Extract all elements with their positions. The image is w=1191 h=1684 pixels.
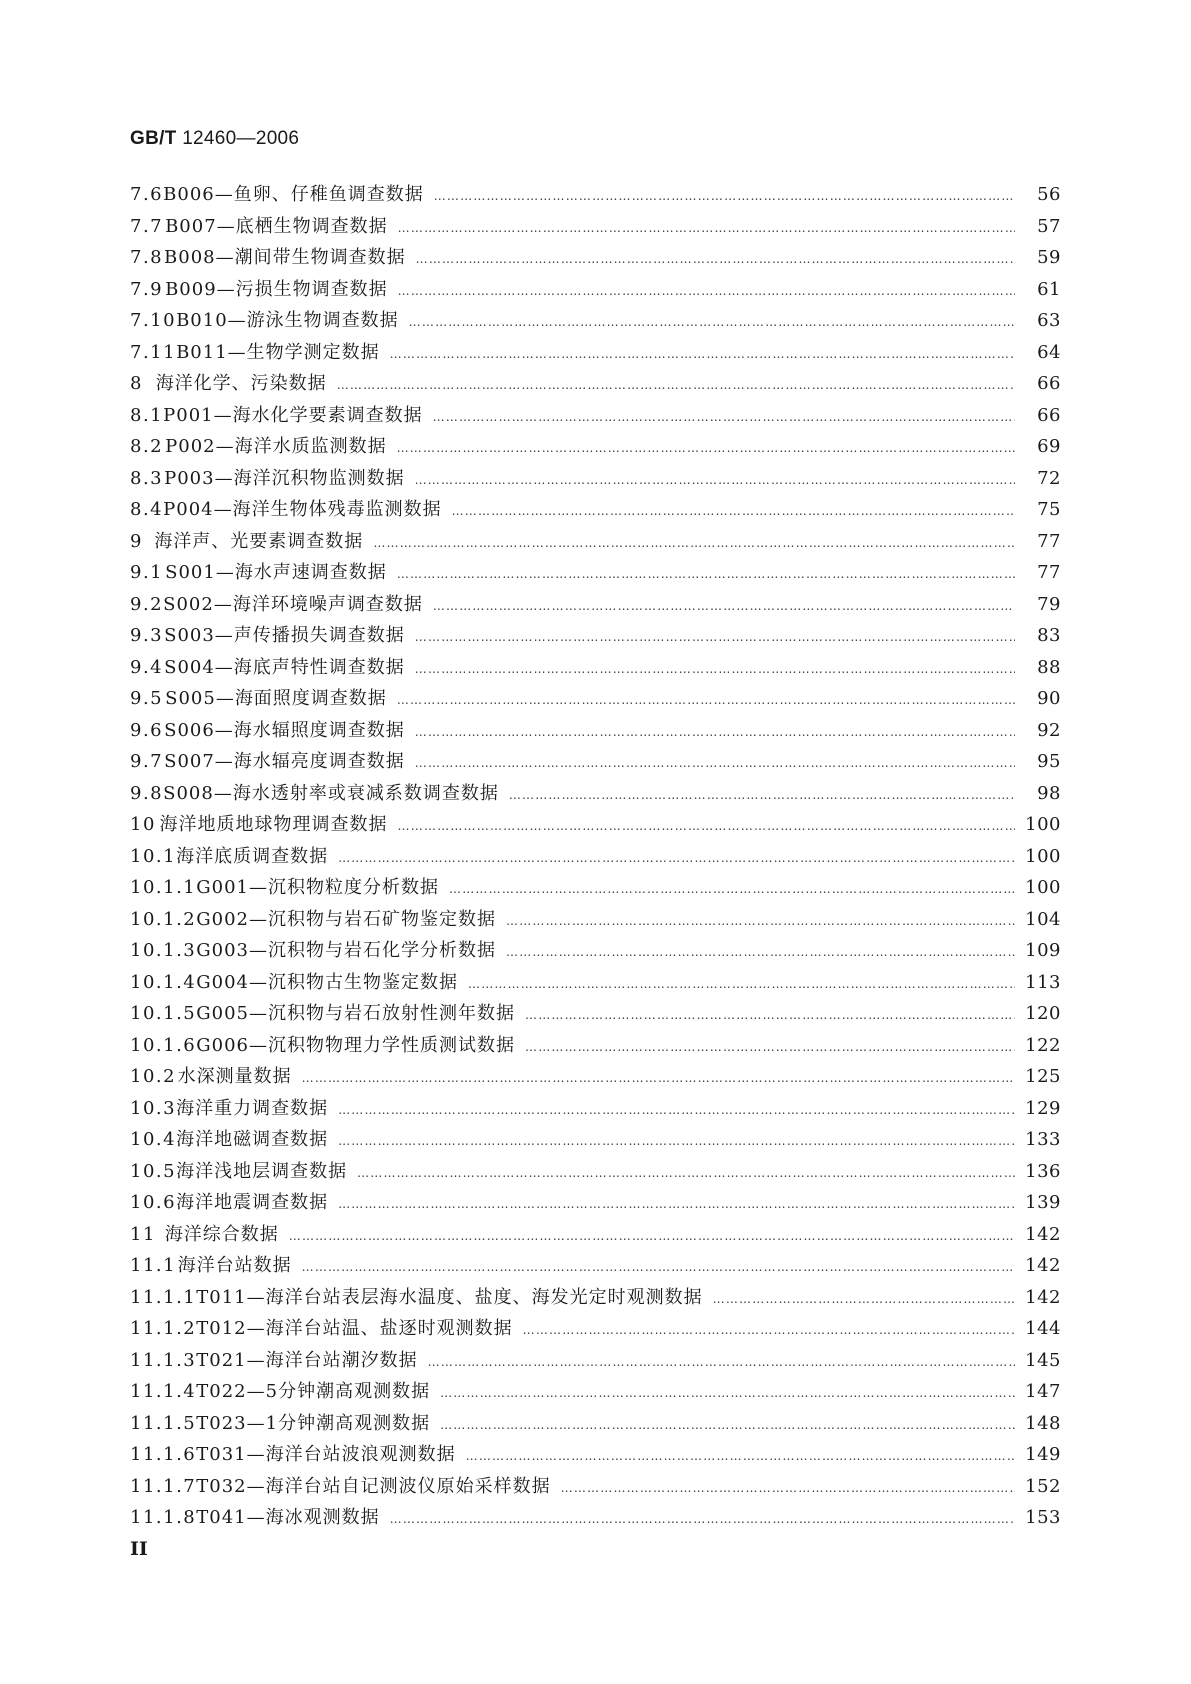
toc-entry-title: P004—海洋生物体残毒监测数据 bbox=[163, 499, 442, 520]
toc-entry[interactable] bbox=[130, 1250, 1061, 1282]
toc-entry-number: 11.1.7 bbox=[130, 1475, 197, 1497]
toc-entry-title: 海洋地质地球物理调查数据 bbox=[159, 814, 388, 835]
toc-entry-number: 10.1.5 bbox=[130, 1003, 197, 1024]
toc-entry-number: 11.1.5 bbox=[130, 1412, 197, 1434]
toc-entry[interactable] bbox=[130, 179, 1061, 211]
toc-entry-title: G005—沉积物与岩石放射性测年数据 bbox=[196, 1003, 515, 1024]
toc-entry-page: 142 bbox=[1025, 1286, 1061, 1308]
toc-entry[interactable] bbox=[130, 494, 1061, 526]
toc-dot-leader bbox=[464, 969, 1015, 1001]
toc-entry-page: 98 bbox=[1037, 782, 1061, 804]
toc-entry[interactable] bbox=[130, 1219, 1061, 1251]
toc-entry-page: 152 bbox=[1025, 1475, 1061, 1497]
toc-entry[interactable] bbox=[130, 1124, 1061, 1156]
toc-entry-number: 7.6 bbox=[130, 184, 164, 205]
toc-entry[interactable] bbox=[130, 274, 1061, 306]
toc-entry-title: 海洋声、光要素调查数据 bbox=[154, 530, 364, 552]
toc-dot-leader bbox=[411, 748, 1015, 780]
toc-entry[interactable] bbox=[130, 589, 1061, 621]
toc-dot-leader bbox=[448, 496, 1015, 528]
toc-dot-leader bbox=[505, 780, 1015, 812]
toc-entry-number: 10.3 bbox=[130, 1097, 177, 1119]
toc-dot-leader bbox=[393, 685, 1015, 717]
toc-entry-number: 8.4 bbox=[130, 499, 164, 520]
toc-entry-title: P001—海水化学要素调查数据 bbox=[163, 404, 423, 426]
toc-dot-leader bbox=[412, 244, 1015, 276]
toc-entry-page: 56 bbox=[1037, 184, 1061, 205]
toc-dot-leader bbox=[334, 1126, 1015, 1158]
standard-number: 12460—2006 bbox=[182, 128, 300, 149]
toc-entry[interactable] bbox=[130, 1030, 1061, 1062]
toc-entry-title: B006—鱼卵、仔稚鱼调查数据 bbox=[163, 184, 424, 205]
toc-dot-leader bbox=[411, 465, 1015, 497]
toc-entry[interactable] bbox=[130, 715, 1061, 747]
toc-entry-number: 10.1 bbox=[130, 845, 177, 867]
toc-dot-leader bbox=[386, 339, 1015, 371]
toc-dot-leader bbox=[394, 811, 1015, 843]
toc-entry[interactable] bbox=[130, 1093, 1061, 1125]
toc-dot-leader bbox=[393, 559, 1015, 591]
toc-dot-leader bbox=[436, 1410, 1015, 1442]
toc-entry-number: 10.2 bbox=[130, 1066, 177, 1087]
toc-entry-number: 9.2 bbox=[130, 593, 164, 615]
toc-entry-page: 77 bbox=[1037, 562, 1061, 583]
toc-entry-page: 61 bbox=[1037, 278, 1061, 300]
toc-entry[interactable] bbox=[130, 746, 1061, 778]
toc-entry-number: 9 bbox=[130, 530, 143, 552]
toc-entry-page: 125 bbox=[1025, 1066, 1061, 1087]
toc-entry[interactable] bbox=[130, 620, 1061, 652]
toc-entry-number: 11.1.3 bbox=[130, 1349, 197, 1371]
toc-entry[interactable] bbox=[130, 1156, 1061, 1188]
toc-entry[interactable] bbox=[130, 652, 1061, 684]
toc-entry-title: S004—海底声特性调查数据 bbox=[164, 656, 405, 678]
toc-dot-leader bbox=[502, 937, 1015, 969]
toc-entry-title: G006—沉积物物理力学性质测试数据 bbox=[196, 1034, 515, 1056]
toc-dot-leader bbox=[353, 1158, 1015, 1190]
toc-entry-page: 79 bbox=[1037, 593, 1061, 615]
standard-prefix: GB/T bbox=[130, 128, 177, 149]
toc-entry-number: 10.4 bbox=[130, 1129, 177, 1150]
toc-dot-leader bbox=[411, 717, 1015, 749]
toc-entry[interactable] bbox=[130, 337, 1061, 369]
toc-entry[interactable] bbox=[130, 935, 1061, 967]
toc-entry-number: 10.1.4 bbox=[130, 971, 197, 993]
toc-dot-leader bbox=[462, 1441, 1015, 1473]
toc-entry-number: 10.1.1 bbox=[130, 877, 197, 898]
toc-entry-title: 海洋底质调查数据 bbox=[176, 845, 329, 867]
toc-entry-title: S006—海水辐照度调查数据 bbox=[164, 719, 405, 741]
toc-dot-leader bbox=[557, 1473, 1015, 1505]
toc-entry-number: 9.1 bbox=[130, 562, 164, 583]
toc-entry-title: P003—海洋沉积物监测数据 bbox=[164, 467, 405, 489]
toc-entry-page: 109 bbox=[1025, 940, 1061, 961]
toc-entry[interactable] bbox=[130, 1471, 1061, 1503]
toc-entry-page: 75 bbox=[1037, 499, 1061, 520]
toc-entry-number: 9.3 bbox=[130, 625, 164, 646]
toc-entry-number: 7.8 bbox=[130, 247, 164, 268]
toc-entry-title: T032—海洋台站自记测波仪原始采样数据 bbox=[196, 1475, 551, 1497]
toc-entry-number: 8.1 bbox=[130, 404, 164, 426]
toc-entry-number: 11.1.1 bbox=[130, 1286, 197, 1308]
toc-entry[interactable] bbox=[130, 1502, 1061, 1534]
toc-entry-page: 133 bbox=[1025, 1129, 1061, 1150]
toc-entry-title: T022—5分钟潮高观测数据 bbox=[196, 1381, 431, 1402]
toc-dot-leader bbox=[521, 1000, 1015, 1032]
toc-entry-title: 海洋浅地层调查数据 bbox=[176, 1160, 348, 1182]
toc-entry[interactable] bbox=[130, 683, 1061, 715]
toc-entry-title: 水深测量数据 bbox=[177, 1066, 292, 1087]
toc-dot-leader bbox=[285, 1221, 1015, 1253]
toc-entry-page: 57 bbox=[1037, 215, 1061, 237]
toc-entry[interactable] bbox=[130, 368, 1061, 400]
toc-dot-leader bbox=[424, 1347, 1015, 1379]
toc-entry[interactable] bbox=[130, 211, 1061, 243]
toc-entry-number: 10.1.2 bbox=[130, 908, 197, 930]
toc-entry[interactable] bbox=[130, 841, 1061, 873]
table-of-contents bbox=[130, 179, 1061, 1534]
toc-entry-title: T011—海洋台站表层海水温度、盐度、海发光定时观测数据 bbox=[196, 1286, 703, 1308]
toc-dot-leader bbox=[333, 370, 1015, 402]
toc-entry-page: 66 bbox=[1037, 373, 1061, 394]
toc-entry-page: 72 bbox=[1037, 467, 1061, 489]
toc-entry[interactable] bbox=[130, 305, 1061, 337]
page-folio: II bbox=[130, 1538, 148, 1560]
toc-entry-title: S002—海洋环境噪声调查数据 bbox=[163, 593, 423, 615]
toc-entry-page: 83 bbox=[1037, 625, 1061, 646]
toc-entry-page: 69 bbox=[1037, 436, 1061, 457]
toc-entry-page: 120 bbox=[1025, 1003, 1061, 1024]
toc-dot-leader bbox=[386, 1504, 1015, 1536]
toc-entry[interactable] bbox=[130, 809, 1061, 841]
toc-entry-title: B007—底栖生物调查数据 bbox=[165, 215, 388, 237]
toc-entry-title: T031—海洋台站波浪观测数据 bbox=[196, 1444, 456, 1465]
toc-entry-page: 153 bbox=[1025, 1507, 1061, 1528]
toc-dot-leader bbox=[436, 1378, 1015, 1410]
toc-entry[interactable] bbox=[130, 1376, 1061, 1408]
toc-dot-leader bbox=[394, 213, 1015, 245]
toc-dot-leader bbox=[405, 307, 1015, 339]
toc-entry-title: S001—海水声速调查数据 bbox=[165, 562, 387, 583]
toc-entry-title: G002—沉积物与岩石矿物鉴定数据 bbox=[196, 908, 496, 930]
toc-entry[interactable] bbox=[130, 431, 1061, 463]
toc-entry-title: G004—沉积物古生物鉴定数据 bbox=[196, 971, 458, 993]
toc-entry-page: 142 bbox=[1025, 1255, 1061, 1276]
toc-entry-page: 59 bbox=[1037, 247, 1061, 268]
toc-entry-number: 9.5 bbox=[130, 688, 164, 709]
toc-entry-number: 7.7 bbox=[130, 215, 164, 237]
toc-entry[interactable] bbox=[130, 463, 1061, 495]
toc-entry-page: 66 bbox=[1037, 404, 1061, 426]
toc-entry-page: 64 bbox=[1037, 341, 1061, 363]
toc-dot-leader bbox=[521, 1032, 1015, 1064]
toc-entry-page: 148 bbox=[1025, 1412, 1061, 1434]
toc-entry-number: 11 bbox=[130, 1223, 156, 1245]
toc-entry-title: G003—沉积物与岩石化学分析数据 bbox=[196, 940, 496, 961]
toc-dot-leader bbox=[334, 843, 1015, 875]
toc-entry[interactable] bbox=[130, 1345, 1061, 1377]
toc-entry-title: B011—生物学测定数据 bbox=[176, 341, 380, 363]
toc-entry-page: 149 bbox=[1025, 1444, 1061, 1465]
toc-entry[interactable] bbox=[130, 872, 1061, 904]
toc-entry-page: 145 bbox=[1025, 1349, 1061, 1371]
toc-entry-page: 77 bbox=[1037, 530, 1061, 552]
toc-entry-number: 8 bbox=[130, 373, 143, 394]
toc-entry-number: 11.1.4 bbox=[130, 1381, 197, 1402]
toc-dot-leader bbox=[394, 276, 1015, 308]
toc-entry-title: T041—海冰观测数据 bbox=[196, 1507, 380, 1528]
toc-entry[interactable] bbox=[130, 1187, 1061, 1219]
toc-entry-title: S007—海水辐亮度调查数据 bbox=[164, 751, 405, 772]
toc-entry-title: 海洋化学、污染数据 bbox=[155, 373, 327, 394]
toc-entry-page: 100 bbox=[1025, 877, 1061, 898]
toc-entry-page: 147 bbox=[1025, 1381, 1061, 1402]
toc-entry[interactable] bbox=[130, 1061, 1061, 1093]
toc-entry-title: T021—海洋台站潮汐数据 bbox=[196, 1349, 418, 1371]
toc-entry[interactable] bbox=[130, 1313, 1061, 1345]
toc-entry-number: 10.5 bbox=[130, 1160, 177, 1182]
toc-dot-leader bbox=[369, 528, 1015, 560]
toc-entry-number: 9.4 bbox=[130, 656, 164, 678]
toc-entry-number: 7.10 bbox=[130, 310, 177, 331]
toc-entry-page: 113 bbox=[1025, 971, 1061, 993]
toc-entry-page: 63 bbox=[1037, 310, 1061, 331]
toc-entry-number: 7.11 bbox=[130, 341, 177, 363]
toc-dot-leader bbox=[334, 1189, 1015, 1221]
toc-entry[interactable] bbox=[130, 967, 1061, 999]
toc-entry-title: 海洋台站数据 bbox=[177, 1255, 292, 1276]
toc-entry-page: 100 bbox=[1025, 845, 1061, 867]
toc-dot-leader bbox=[429, 402, 1015, 434]
toc-entry-number: 10.1.3 bbox=[130, 940, 197, 961]
toc-entry-title: B010—游泳生物调查数据 bbox=[176, 310, 399, 331]
toc-dot-leader bbox=[393, 433, 1015, 465]
toc-dot-leader bbox=[411, 622, 1015, 654]
toc-entry[interactable] bbox=[130, 998, 1061, 1030]
toc-entry-title: G001—沉积物粒度分析数据 bbox=[196, 877, 440, 898]
toc-entry-title: T023—1分钟潮高观测数据 bbox=[196, 1412, 431, 1434]
toc-entry-number: 11.1.8 bbox=[130, 1507, 197, 1528]
toc-entry-number: 9.6 bbox=[130, 719, 164, 741]
toc-entry-title: T012—海洋台站温、盐逐时观测数据 bbox=[196, 1318, 513, 1339]
toc-entry-title: P002—海洋水质监测数据 bbox=[165, 436, 387, 457]
running-header bbox=[130, 128, 299, 150]
toc-entry-page: 129 bbox=[1025, 1097, 1061, 1119]
toc-entry-number: 9.7 bbox=[130, 751, 164, 772]
toc-entry-title: 海洋地震调查数据 bbox=[176, 1192, 329, 1213]
toc-entry-number: 11.1.6 bbox=[130, 1444, 197, 1465]
toc-entry[interactable] bbox=[130, 242, 1061, 274]
toc-entry-page: 144 bbox=[1025, 1318, 1061, 1339]
toc-entry-page: 92 bbox=[1037, 719, 1061, 741]
toc-entry[interactable] bbox=[130, 526, 1061, 558]
toc-entry-page: 90 bbox=[1037, 688, 1061, 709]
toc-entry[interactable] bbox=[130, 557, 1061, 589]
toc-dot-leader bbox=[298, 1252, 1015, 1284]
toc-entry-page: 95 bbox=[1037, 751, 1061, 772]
toc-entry-page: 139 bbox=[1025, 1192, 1061, 1213]
toc-dot-leader bbox=[429, 591, 1015, 623]
toc-entry-number: 8.2 bbox=[130, 436, 164, 457]
toc-entry-title: 海洋重力调查数据 bbox=[176, 1097, 329, 1119]
toc-entry[interactable] bbox=[130, 778, 1061, 810]
toc-entry-number: 10 bbox=[130, 814, 156, 835]
toc-entry-title: B009—污损生物调查数据 bbox=[165, 278, 388, 300]
toc-dot-leader bbox=[709, 1284, 1015, 1316]
toc-entry-page: 136 bbox=[1025, 1160, 1061, 1182]
toc-dot-leader bbox=[334, 1095, 1015, 1127]
toc-entry-number: 9.8 bbox=[130, 782, 164, 804]
toc-entry-title: B008—潮间带生物调查数据 bbox=[164, 247, 406, 268]
toc-entry-number: 11.1.2 bbox=[130, 1318, 197, 1339]
toc-entry-page: 88 bbox=[1037, 656, 1061, 678]
toc-entry-number: 10.6 bbox=[130, 1192, 177, 1213]
toc-entry[interactable] bbox=[130, 400, 1061, 432]
toc-dot-leader bbox=[298, 1063, 1015, 1095]
toc-entry-page: 104 bbox=[1025, 908, 1061, 930]
toc-entry[interactable] bbox=[130, 1439, 1061, 1471]
toc-entry[interactable] bbox=[130, 1282, 1061, 1314]
toc-entry-number: 7.9 bbox=[130, 278, 164, 300]
toc-entry-number: 8.3 bbox=[130, 467, 164, 489]
toc-entry-title: S008—海水透射率或衰减系数调查数据 bbox=[163, 782, 499, 804]
toc-entry-title: S003—声传播损失调查数据 bbox=[164, 625, 405, 646]
toc-dot-leader bbox=[411, 654, 1015, 686]
toc-dot-leader bbox=[519, 1315, 1015, 1347]
toc-entry[interactable] bbox=[130, 1408, 1061, 1440]
toc-entry-number: 10.1.6 bbox=[130, 1034, 197, 1056]
toc-entry-title: 海洋综合数据 bbox=[164, 1223, 279, 1245]
toc-entry-page: 100 bbox=[1025, 814, 1061, 835]
toc-entry-title: S005—海面照度调查数据 bbox=[165, 688, 387, 709]
toc-entry-page: 122 bbox=[1025, 1034, 1061, 1056]
toc-entry-page: 142 bbox=[1025, 1223, 1061, 1245]
toc-dot-leader bbox=[502, 906, 1015, 938]
toc-entry-title: 海洋地磁调查数据 bbox=[176, 1129, 329, 1150]
toc-dot-leader bbox=[430, 181, 1015, 213]
toc-dot-leader bbox=[445, 874, 1015, 906]
toc-entry-number: 11.1 bbox=[130, 1255, 177, 1276]
toc-entry[interactable] bbox=[130, 904, 1061, 936]
